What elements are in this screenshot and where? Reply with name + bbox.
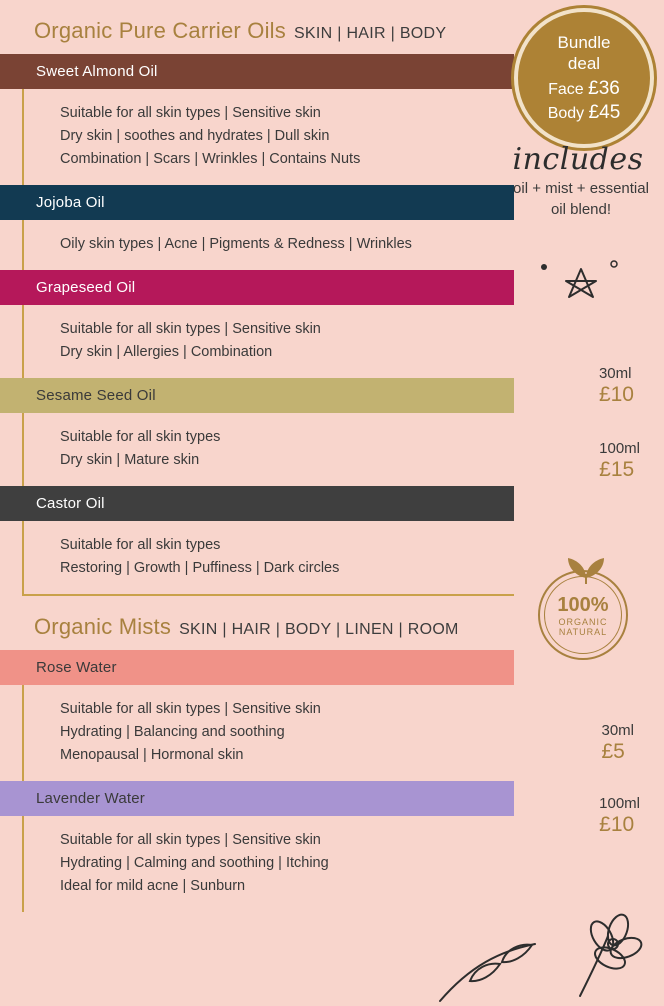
price-amount: £10 [598,383,634,406]
description-line: Suitable for all skin types | Sensitive skin [60,832,321,848]
description-line: Suitable for all skin types | Sensitive skin [60,321,321,337]
section-title-sub: SKIN | HAIR | BODY [293,25,447,42]
price-size-label: 100ml [599,440,640,457]
description-line: Suitable for all skin types [60,429,221,445]
description-line: Restoring | Growth | Puffiness | Dark circles [60,560,340,576]
product-description-castor-oil [22,521,514,594]
product-name: Castor Oil [36,495,105,512]
product-description-grapeseed-oil [22,305,514,378]
bundle-face-amount: £36 [588,78,620,99]
section-title-main: Organic Mists [34,614,172,639]
includes-script-word: includes [512,142,644,177]
product-bar-sweet-almond-oil [0,54,514,89]
product-name: Grapeseed Oil [36,279,136,296]
description-line: Oily skin types | Acne | Pigments & Redness | Wrinkles [60,236,412,252]
description-line: Suitable for all skin types | Sensitive skin [60,105,321,121]
bundle-face-label: Face [548,81,584,98]
price-size-label: 30ml [598,365,632,382]
oil-price-30ml [599,365,634,407]
floral-doodle-icon [430,896,660,1006]
price-amount: £10 [599,813,635,836]
price-amount: £15 [599,458,635,481]
description-line: Suitable for all skin types | Sensitive skin [60,701,321,717]
section-heading-organic-mists [0,596,514,650]
bundle-face-price [548,77,620,101]
price-amount: £5 [601,740,625,763]
bundle-line-2: deal [567,53,601,73]
product-description-jojoba-oil [22,220,514,270]
organic-natural-badge [530,548,642,660]
mist-price-30ml [601,722,634,764]
product-description-sweet-almond-oil [22,89,514,185]
description-line: Dry skin | Allergies | Combination [60,344,273,360]
section-title-sub: SKIN | HAIR | BODY | LINEN | ROOM [179,621,459,638]
bundle-body-price [548,101,621,125]
bundle-body-label: Body [547,104,585,122]
product-bar-jojoba-oil [0,185,514,220]
description-line: Dry skin | Mature skin [60,452,200,468]
bundle-body-amount: £45 [588,101,621,123]
description-line: Suitable for all skin types [60,537,221,553]
bundle-deal-badge [514,8,654,148]
description-line: Hydrating | Calming and soothing | Itching [60,855,329,871]
product-name: Sweet Almond Oil [36,63,158,80]
price-size-label: 100ml [599,795,640,812]
product-name: Jojoba Oil [36,194,105,211]
star-doodle-icon [536,255,626,325]
product-bar-lavender-water [0,781,514,816]
organic-badge-circle [538,570,628,660]
product-name: Rose Water [36,659,117,676]
description-line: Ideal for mild acne | Sunburn [60,878,246,894]
section-heading-carrier-oils [0,0,514,54]
product-name: Lavender Water [36,790,145,807]
product-description-rose-water [22,685,514,781]
bundle-line-1: Bundle [557,32,611,52]
organic-line-2: NATURAL [558,626,608,637]
oil-price-100ml [599,440,640,482]
organic-line-1: ORGANIC [558,616,608,627]
organic-percent: 100% [557,593,609,616]
description-line: Hydrating | Balancing and soothing [60,724,285,740]
mist-price-100ml [599,795,640,837]
product-bar-rose-water [0,650,514,685]
product-bar-castor-oil [0,486,514,521]
description-line: Menopausal | Hormonal skin [60,747,244,763]
product-bar-sesame-seed-oil [0,378,514,413]
product-bar-grapeseed-oil [0,270,514,305]
description-line: Dry skin | soothes and hydrates | Dull skin [60,128,330,144]
description-line: Combination | Scars | Wrinkles | Contains Nuts [60,151,361,167]
price-size-label: 30ml [601,722,634,739]
section-title-main: Organic Pure Carrier Oils [34,18,286,43]
product-name: Sesame Seed Oil [36,387,156,404]
product-description-sesame-seed-oil [22,413,514,486]
includes-description: oil + mist + essential oil blend! [513,180,649,218]
